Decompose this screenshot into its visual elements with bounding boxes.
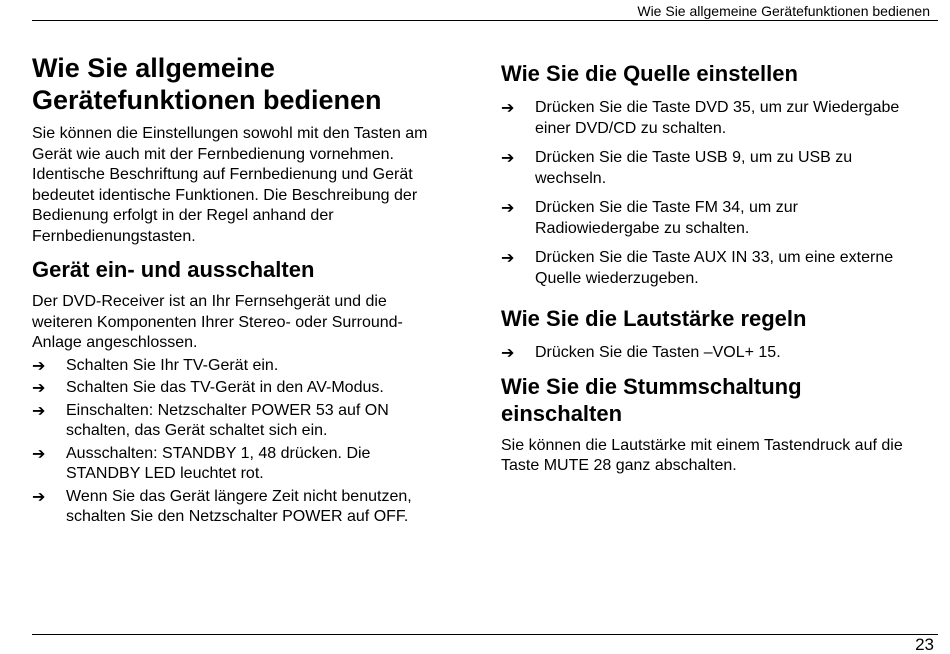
arrow-right-icon: ➔ <box>501 98 515 117</box>
arrow-right-icon: ➔ <box>501 343 515 362</box>
list-item <box>32 356 472 377</box>
left-column <box>32 52 472 530</box>
mute-heading: Wie Sie die Stummschaltung einschalten <box>501 373 802 426</box>
header-rule <box>32 20 938 21</box>
volume-steps-list <box>501 343 941 364</box>
list-item-text: Drücken Sie die Taste AUX IN 33, um eine externe Quelle wiederzugeben. <box>535 249 894 287</box>
list-item-text: Drücken Sie die Taste FM 34, um zur Radiowiedergabe zu schalten. <box>535 199 798 237</box>
list-item <box>32 487 472 528</box>
list-item-text: Ausschalten: STANDBY 1, 48 drücken. Die STANDBY LED leuchtet rot. <box>66 444 371 482</box>
volume-heading: Wie Sie die Lautstärke regeln <box>501 306 807 331</box>
right-column <box>501 60 941 477</box>
list-item <box>32 378 472 399</box>
list-item <box>501 98 941 139</box>
source-steps-list <box>501 98 941 289</box>
list-item <box>501 248 941 289</box>
power-heading: Gerät ein- und ausschalten <box>32 257 315 282</box>
arrow-right-icon: ➔ <box>32 443 46 463</box>
list-item-text: Drücken Sie die Taste DVD 35, um zur Wiedergabe einer DVD/CD zu schalten. <box>535 99 900 137</box>
footer-rule <box>32 634 938 635</box>
list-item <box>32 401 472 442</box>
power-steps-list <box>32 356 472 528</box>
list-item-text: Schalten Sie das TV-Gerät in den AV-Modus. <box>66 379 384 396</box>
mute-paragraph: Sie können die Lautstärke mit einem Tastendruck auf die Taste MUTE 28 ganz abschalten. <box>501 436 903 474</box>
list-item-text: Wenn Sie das Gerät längere Zeit nicht benutzen, schalten Sie den Netzschalter POWER auf OFF. <box>66 487 412 525</box>
list-item-text: Einschalten: Netzschalter POWER 53 auf ON schalten, das Gerät schaltet sich ein. <box>66 401 389 439</box>
arrow-right-icon: ➔ <box>32 355 46 375</box>
list-item-text: Schalten Sie Ihr TV-Gerät ein. <box>66 356 279 374</box>
arrow-right-icon: ➔ <box>32 486 46 506</box>
page-title: Wie Sie allgemeine Gerätefunktionen bedienen <box>32 53 382 115</box>
intro-paragraph: Sie können die Einstellungen sowohl mit den Tasten am Gerät wie auch mit der Fernbedienung vornehmen. Identische Beschriftung auf Fernbedienung und Gerät bedeutet identische Funktionen. Die Beschreibung der Bedienung erfolgt in der Regel anhand der Fernbedienungstasten. <box>32 125 428 245</box>
arrow-right-icon: ➔ <box>501 198 515 217</box>
list-item <box>501 148 941 189</box>
arrow-right-icon: ➔ <box>501 148 515 167</box>
list-item <box>32 444 472 485</box>
list-item-text: Drücken Sie die Tasten –VOL+ 15. <box>535 344 781 361</box>
source-heading: Wie Sie die Quelle einstellen <box>501 61 798 86</box>
arrow-right-icon: ➔ <box>501 248 515 267</box>
list-item-text: Drücken Sie die Taste USB 9, um zu USB zu wechseln. <box>535 149 853 187</box>
page-number: 23 <box>915 635 934 654</box>
running-header: Wie Sie allgemeine Gerätefunktionen bedienen <box>637 3 930 19</box>
list-item <box>501 343 941 364</box>
arrow-right-icon: ➔ <box>32 400 46 420</box>
power-intro-paragraph: Der DVD-Receiver ist an Ihr Fernsehgerät und die weiteren Komponenten Ihrer Stereo- oder Surround- Anlage angeschlossen. <box>32 293 403 351</box>
arrow-right-icon: ➔ <box>32 378 46 397</box>
list-item <box>501 198 941 239</box>
